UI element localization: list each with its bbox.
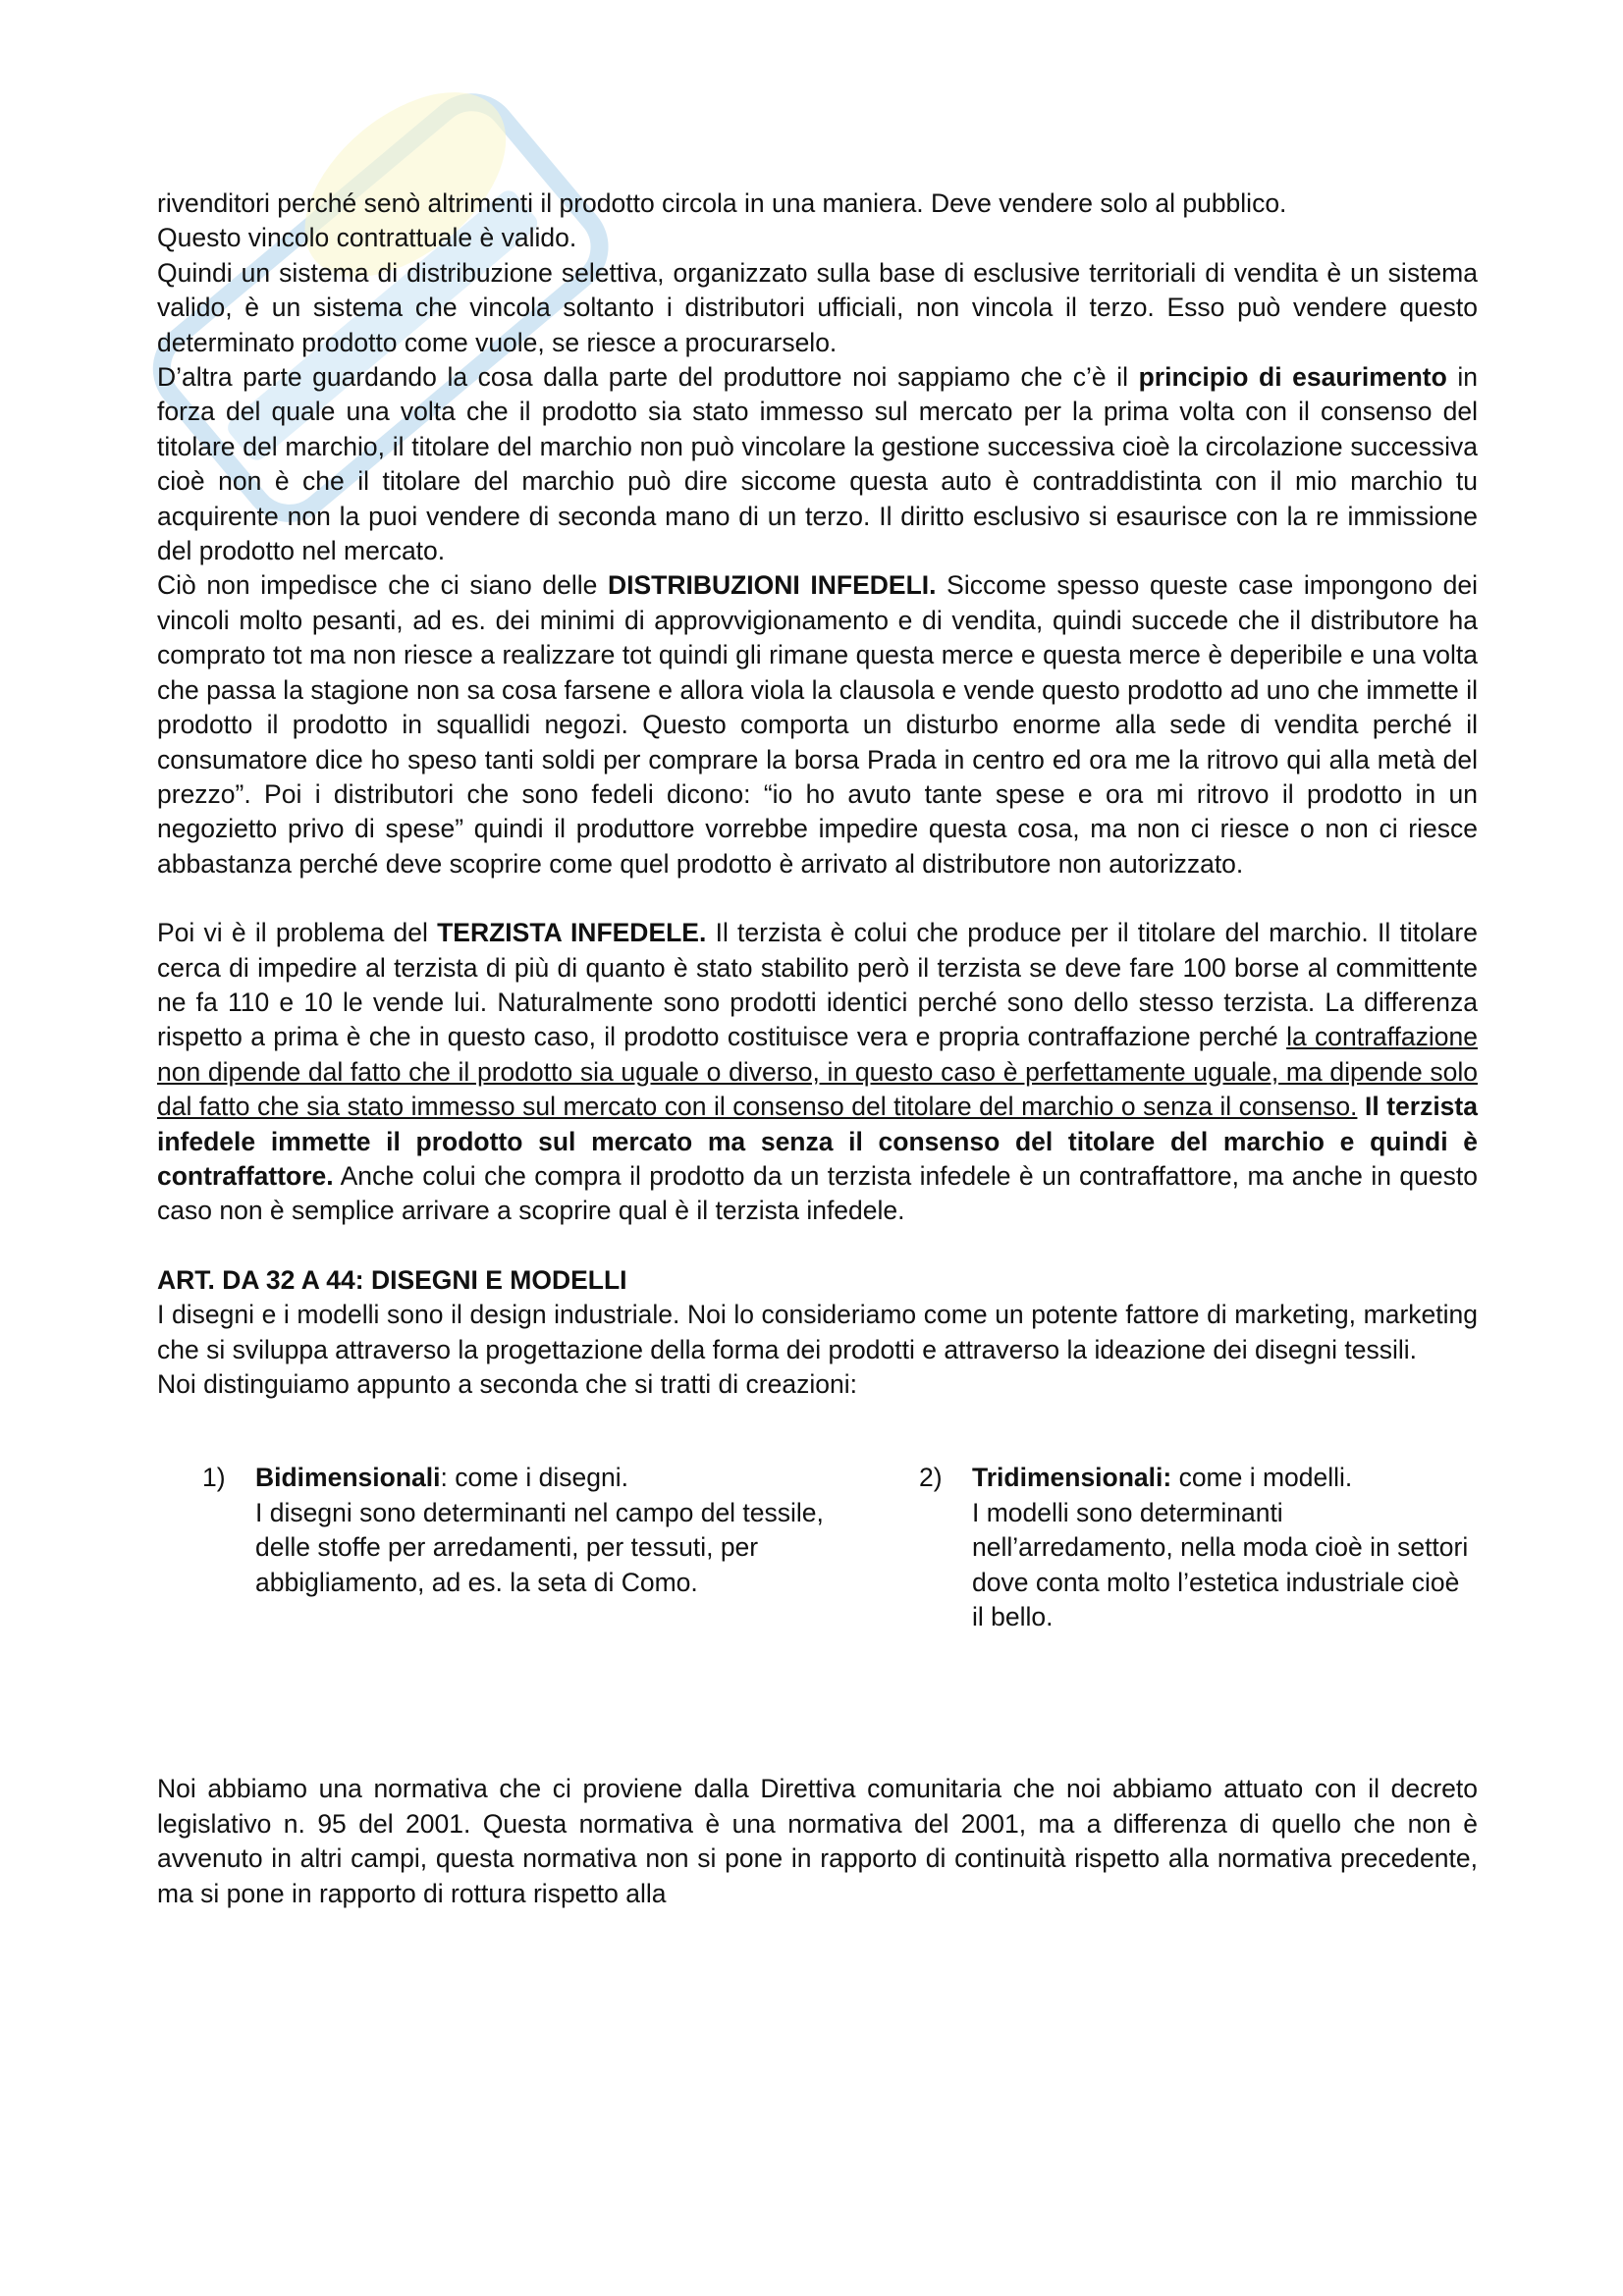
list-item (202, 1461, 860, 1634)
underlined-text: la contraffazione non dipende dal fatto che il prodotto sia uguale o diverso, in questo caso è perfettamente uguale, ma dipende solo dal fatto che sia stato immesso sul mercato con il consenso del titolare del marchio o senza il consenso. (157, 1022, 1478, 1122)
paragraph (157, 568, 1478, 881)
paragraph (157, 360, 1478, 568)
text-run: come i modelli. (1171, 1463, 1353, 1493)
paragraph: Noi abbiamo una normativa che ci proviene dalla Direttiva comunitaria che noi abbiamo attuato con il decreto legislativo n. 95 del 2001. Questa normativa è una normativa del 2001, ma a differenza di quello che non è avvenuto in altri campi, questa normativa non si pone in rapporto di continuità rispetto alla normativa precedente, ma si pone in rapporto di rottura rispetto alla (157, 1774, 1478, 1908)
bold-term: Tridimensionali: (972, 1463, 1172, 1493)
bold-term: DISTRIBUZIONI INFEDELI. (607, 570, 937, 601)
list-item-description: I modelli sono determinanti nell’arredamento, nella moda cioè in settori dove conta molto l’estetica industriale cioè il bello. (972, 1497, 1469, 1632)
text-run: Anche colui che compra il prodotto da un terzista infedele è un contraffattore, ma anche in questo caso non è semplice arrivare a scoprire qual è il terzista infedele. (157, 1160, 1478, 1226)
list-item-description: I disegni sono determinanti nel campo del tessile, delle stoffe per arredamenti, per tessuti, per abbigliamento, ad es. la seta di Como. (255, 1497, 824, 1597)
paragraph: Questo vincolo contrattuale è valido. (157, 223, 577, 253)
numbered-list (157, 1461, 1478, 1634)
bold-sentence: Il terzista infedele immette il prodotto sul mercato ma senza il consenso del titolare del marchio e quindi è contraffattore. (157, 1092, 1478, 1191)
text-run: D’altra parte guardando la cosa dalla parte del produttore noi sappiamo che c’è il (157, 362, 1139, 393)
list-number: 2) (919, 1463, 943, 1493)
section-heading: ART. DA 32 A 44: DISEGNI E MODELLI (157, 1264, 627, 1295)
document-page (157, 187, 1478, 1911)
paragraph (157, 916, 1478, 1229)
paragraph: I disegni e i modelli sono il design industriale. Noi lo consideriamo come un potente fattore di marketing, marketing che si sviluppa attraverso la progettazione della forma dei prodotti e attraverso la ideazione dei disegni tessili. (157, 1300, 1478, 1364)
list-item-body (255, 1461, 860, 1634)
list-item-title (255, 1461, 860, 1495)
list-number: 1) (202, 1463, 226, 1493)
paragraph: rivenditori perché senò altrimenti il prodotto circola in una maniera. Deve vendere solo al pubblico. (157, 188, 1287, 218)
text-run: Ciò non impedisce che ci siano delle (157, 570, 608, 601)
list-item (919, 1461, 1469, 1634)
list-item-body (972, 1461, 1469, 1634)
paragraph: Quindi un sistema di distribuzione selettiva, organizzato sulla base di esclusive territoriali di vendita è un sistema valido, è un sistema che vincola soltanto i distributori ufficiali, non vincola il terzo. Esso può vendere questo determinato prodotto come vuole, se riesce a procurarselo. (157, 257, 1478, 357)
text-run (1357, 1092, 1365, 1121)
text-run: : come i disegni. (440, 1463, 628, 1493)
text-run: Il terzista è colui che produce per il titolare del marchio. Il titolare cerca di impedire al terzista di più di quanto è stato stabilito però il terzista se deve fare 100 borse al committente ne fa 110 e 10 le vende lui. Naturalmente sono prodotti identici perché sono dello stesso terzista. La differenza rispetto a prima è che in questo caso, il prodotto costituisce vera e propria contraffazione perché (157, 918, 1478, 1052)
list-item-title (972, 1461, 1469, 1495)
text-run: in forza del quale una volta che il prodotto sia stato immesso sul mercato per la prima volta con il consenso del titolare del marchio, il titolare del marchio non può vincolare la gestione successiva cioè la circolazione successiva cioè non è che il titolare del marchio può dire siccome questa auto è contraddistinta con il mio marchio tu acquirente non la puoi vendere di seconda mano di un terzo. Il diritto esclusivo si esaurisce con la re immissione del prodotto nel mercato. (157, 362, 1478, 566)
bold-term: Bidimensionali (255, 1463, 441, 1493)
bold-term: principio di esaurimento (1138, 362, 1447, 393)
text-run: Siccome spesso queste case impongono dei vincoli molto pesanti, ad es. dei minimi di approvvigionamento e di vendita, quindi succede che il distributore ha comprato tot ma non riesce a realizzare tot quindi gli rimane questa merce e questa merce è deperibile e una volta che passa la stagione non sa cosa farsene e allora viola la clausola e vende questo prodotto ad uno che immette il prodotto il prodotto in squallidi negozi. Questo comporta un disturbo enorme alla sede di vendita perché il consumatore dice ho speso tanti soldi per comprare la borsa Prada in centro ed ora me la ritrovo qui alla metà del prezzo”. Poi i distributori che sono fedeli dicono: “io ho avuto tante spese e ora mi ritrovo il prodotto in un negozietto privo di spese” quindi il produttore vorrebbe impedire questa cosa, ma non ci riesce o non ci riesce abbastanza perché deve scoprire come quel prodotto è arrivato al distributore non autorizzato. (157, 570, 1478, 879)
paragraph: Noi distinguiamo appunto a seconda che si tratti di creazioni: (157, 1369, 857, 1399)
bold-term: TERZISTA INFEDELE. (437, 918, 707, 948)
text-run: Poi vi è il problema del (157, 918, 438, 948)
